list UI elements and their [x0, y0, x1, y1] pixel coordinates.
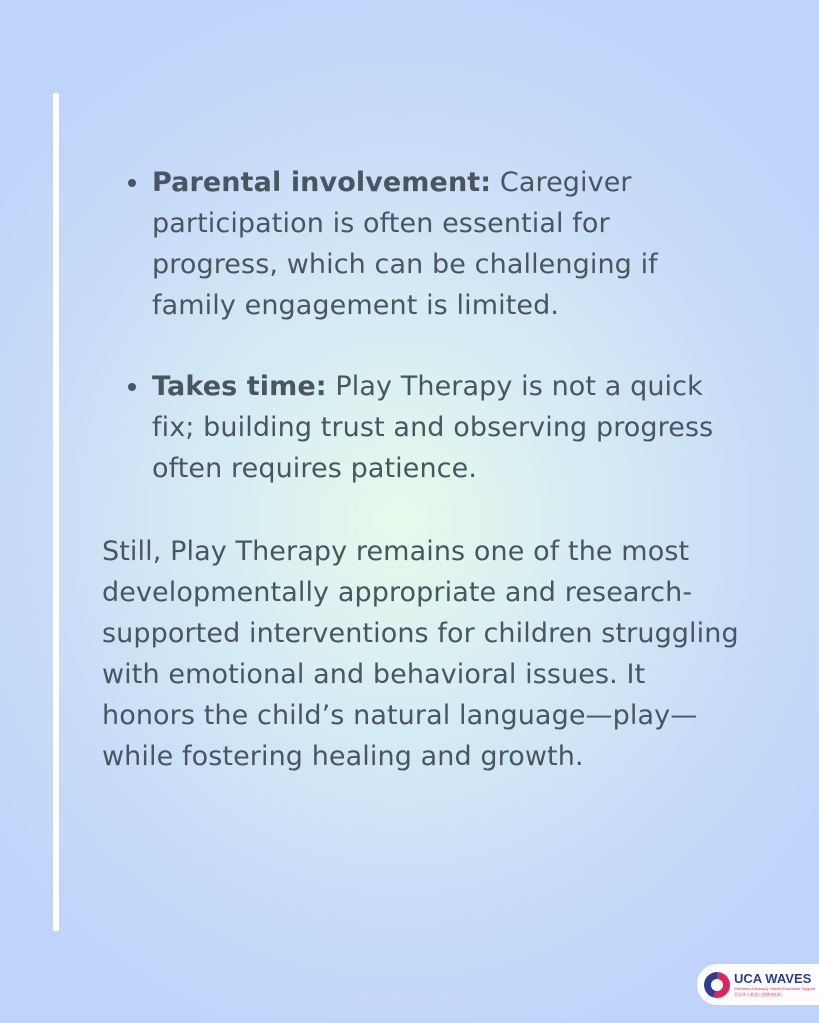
list-item	[128, 162, 728, 326]
list-item	[128, 366, 728, 489]
logo-tagline: Wellness Advocacy Voices Education Support	[734, 986, 816, 991]
bullet-dot-icon	[128, 179, 136, 187]
bullet-dot-icon	[128, 383, 136, 391]
social-handle: @uca.waves	[359, 990, 460, 1008]
logo-wordmark	[734, 972, 815, 997]
bullet-term: Parental involvement:	[152, 167, 492, 198]
bullet-text: Caregiver participation is often essential for progress, which can be challenging if family engagement is limited.	[152, 167, 658, 321]
bullet-text: Play Therapy is not a quick fix; building trust and observing progress often requires patience.	[152, 371, 714, 484]
closing-paragraph: Still, Play Therapy remains one of the most developmentally appropriate and research-supported interventions for children struggling with emotional and behavioral issues. It honors the child’s natural language—play—while fostering healing and growth.	[102, 536, 739, 772]
logo-name: UCA WAVES	[734, 971, 812, 986]
bullet-term: Takes time:	[152, 371, 327, 402]
brand-logo	[697, 964, 819, 1005]
logo-tagline-cn: 美国华人联盟心理健康组织	[734, 992, 782, 997]
waves-emblem-icon	[704, 972, 730, 998]
vertical-accent-bar	[53, 93, 59, 931]
bullet-list	[128, 162, 728, 489]
